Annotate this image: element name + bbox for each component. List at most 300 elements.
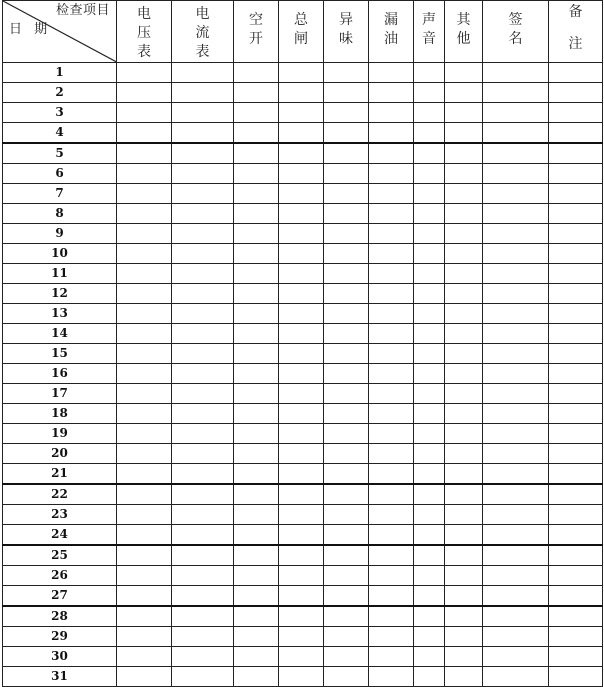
entry-cell[interactable] [414, 223, 445, 243]
entry-cell[interactable] [369, 626, 414, 646]
entry-cell[interactable] [117, 666, 172, 686]
entry-cell[interactable] [369, 263, 414, 283]
entry-cell[interactable] [549, 463, 603, 484]
entry-cell[interactable] [172, 82, 234, 102]
entry-cell[interactable] [445, 363, 483, 383]
entry-cell[interactable] [117, 283, 172, 303]
entry-cell[interactable] [445, 303, 483, 323]
entry-cell[interactable] [117, 263, 172, 283]
entry-cell[interactable] [172, 383, 234, 403]
entry-cell[interactable] [549, 243, 603, 263]
entry-cell[interactable] [117, 646, 172, 666]
entry-cell[interactable] [324, 363, 369, 383]
entry-cell[interactable] [369, 203, 414, 223]
entry-cell[interactable] [414, 585, 445, 606]
entry-cell[interactable] [445, 646, 483, 666]
entry-cell[interactable] [414, 363, 445, 383]
entry-cell[interactable] [234, 323, 279, 343]
entry-cell[interactable] [279, 565, 324, 585]
entry-cell[interactable] [483, 343, 549, 363]
entry-cell[interactable] [324, 102, 369, 122]
entry-cell[interactable] [549, 143, 603, 164]
entry-cell[interactable] [414, 122, 445, 143]
entry-cell[interactable] [549, 585, 603, 606]
entry-cell[interactable] [117, 626, 172, 646]
entry-cell[interactable] [369, 403, 414, 423]
entry-cell[interactable] [445, 122, 483, 143]
entry-cell[interactable] [279, 343, 324, 363]
entry-cell[interactable] [445, 163, 483, 183]
entry-cell[interactable] [172, 484, 234, 505]
entry-cell[interactable] [549, 303, 603, 323]
entry-cell[interactable] [483, 646, 549, 666]
entry-cell[interactable] [279, 183, 324, 203]
entry-cell[interactable] [279, 484, 324, 505]
entry-cell[interactable] [549, 383, 603, 403]
entry-cell[interactable] [445, 62, 483, 82]
entry-cell[interactable] [172, 62, 234, 82]
entry-cell[interactable] [483, 524, 549, 545]
entry-cell[interactable] [445, 183, 483, 203]
entry-cell[interactable] [172, 463, 234, 484]
entry-cell[interactable] [324, 545, 369, 566]
entry-cell[interactable] [117, 82, 172, 102]
entry-cell[interactable] [234, 484, 279, 505]
entry-cell[interactable] [445, 606, 483, 627]
entry-cell[interactable] [172, 203, 234, 223]
entry-cell[interactable] [445, 102, 483, 122]
entry-cell[interactable] [445, 545, 483, 566]
entry-cell[interactable] [549, 626, 603, 646]
entry-cell[interactable] [324, 82, 369, 102]
entry-cell[interactable] [324, 666, 369, 686]
entry-cell[interactable] [369, 443, 414, 463]
entry-cell[interactable] [172, 303, 234, 323]
entry-cell[interactable] [234, 183, 279, 203]
entry-cell[interactable] [279, 143, 324, 164]
entry-cell[interactable] [414, 283, 445, 303]
entry-cell[interactable] [369, 283, 414, 303]
entry-cell[interactable] [279, 383, 324, 403]
entry-cell[interactable] [279, 102, 324, 122]
entry-cell[interactable] [324, 62, 369, 82]
entry-cell[interactable] [172, 524, 234, 545]
entry-cell[interactable] [445, 565, 483, 585]
entry-cell[interactable] [445, 82, 483, 102]
entry-cell[interactable] [234, 62, 279, 82]
entry-cell[interactable] [279, 283, 324, 303]
entry-cell[interactable] [369, 585, 414, 606]
entry-cell[interactable] [234, 303, 279, 323]
entry-cell[interactable] [117, 323, 172, 343]
entry-cell[interactable] [369, 504, 414, 524]
entry-cell[interactable] [445, 463, 483, 484]
entry-cell[interactable] [324, 423, 369, 443]
entry-cell[interactable] [549, 263, 603, 283]
entry-cell[interactable] [445, 504, 483, 524]
entry-cell[interactable] [117, 303, 172, 323]
entry-cell[interactable] [549, 545, 603, 566]
entry-cell[interactable] [369, 423, 414, 443]
entry-cell[interactable] [279, 585, 324, 606]
entry-cell[interactable] [445, 143, 483, 164]
entry-cell[interactable] [369, 102, 414, 122]
entry-cell[interactable] [234, 343, 279, 363]
entry-cell[interactable] [117, 585, 172, 606]
entry-cell[interactable] [117, 203, 172, 223]
entry-cell[interactable] [324, 163, 369, 183]
entry-cell[interactable] [445, 423, 483, 443]
entry-cell[interactable] [483, 82, 549, 102]
entry-cell[interactable] [279, 443, 324, 463]
entry-cell[interactable] [549, 122, 603, 143]
entry-cell[interactable] [369, 323, 414, 343]
entry-cell[interactable] [483, 303, 549, 323]
entry-cell[interactable] [549, 423, 603, 443]
entry-cell[interactable] [414, 143, 445, 164]
entry-cell[interactable] [234, 203, 279, 223]
entry-cell[interactable] [483, 163, 549, 183]
entry-cell[interactable] [414, 646, 445, 666]
entry-cell[interactable] [117, 423, 172, 443]
entry-cell[interactable] [483, 122, 549, 143]
entry-cell[interactable] [369, 223, 414, 243]
entry-cell[interactable] [324, 343, 369, 363]
entry-cell[interactable] [483, 363, 549, 383]
entry-cell[interactable] [414, 626, 445, 646]
entry-cell[interactable] [369, 606, 414, 627]
entry-cell[interactable] [483, 183, 549, 203]
entry-cell[interactable] [414, 403, 445, 423]
entry-cell[interactable] [172, 143, 234, 164]
entry-cell[interactable] [414, 323, 445, 343]
entry-cell[interactable] [369, 163, 414, 183]
entry-cell[interactable] [279, 403, 324, 423]
entry-cell[interactable] [172, 183, 234, 203]
entry-cell[interactable] [445, 223, 483, 243]
entry-cell[interactable] [234, 666, 279, 686]
entry-cell[interactable] [369, 484, 414, 505]
entry-cell[interactable] [172, 626, 234, 646]
entry-cell[interactable] [483, 383, 549, 403]
entry-cell[interactable] [234, 383, 279, 403]
entry-cell[interactable] [172, 102, 234, 122]
entry-cell[interactable] [324, 646, 369, 666]
entry-cell[interactable] [279, 463, 324, 484]
entry-cell[interactable] [172, 323, 234, 343]
entry-cell[interactable] [117, 102, 172, 122]
entry-cell[interactable] [445, 263, 483, 283]
entry-cell[interactable] [483, 504, 549, 524]
entry-cell[interactable] [279, 363, 324, 383]
entry-cell[interactable] [234, 223, 279, 243]
entry-cell[interactable] [117, 163, 172, 183]
entry-cell[interactable] [117, 545, 172, 566]
entry-cell[interactable] [414, 82, 445, 102]
entry-cell[interactable] [324, 263, 369, 283]
entry-cell[interactable] [324, 403, 369, 423]
entry-cell[interactable] [234, 243, 279, 263]
entry-cell[interactable] [234, 585, 279, 606]
entry-cell[interactable] [549, 223, 603, 243]
entry-cell[interactable] [279, 263, 324, 283]
entry-cell[interactable] [549, 343, 603, 363]
entry-cell[interactable] [483, 666, 549, 686]
entry-cell[interactable] [414, 545, 445, 566]
entry-cell[interactable] [324, 626, 369, 646]
entry-cell[interactable] [414, 463, 445, 484]
entry-cell[interactable] [483, 606, 549, 627]
entry-cell[interactable] [324, 524, 369, 545]
entry-cell[interactable] [172, 343, 234, 363]
entry-cell[interactable] [483, 283, 549, 303]
entry-cell[interactable] [172, 443, 234, 463]
entry-cell[interactable] [324, 565, 369, 585]
entry-cell[interactable] [117, 343, 172, 363]
entry-cell[interactable] [117, 606, 172, 627]
entry-cell[interactable] [324, 323, 369, 343]
entry-cell[interactable] [414, 504, 445, 524]
entry-cell[interactable] [117, 565, 172, 585]
entry-cell[interactable] [172, 403, 234, 423]
entry-cell[interactable] [117, 143, 172, 164]
entry-cell[interactable] [483, 243, 549, 263]
entry-cell[interactable] [324, 606, 369, 627]
entry-cell[interactable] [279, 504, 324, 524]
entry-cell[interactable] [549, 524, 603, 545]
entry-cell[interactable] [414, 203, 445, 223]
entry-cell[interactable] [234, 463, 279, 484]
entry-cell[interactable] [234, 143, 279, 164]
entry-cell[interactable] [172, 585, 234, 606]
entry-cell[interactable] [234, 646, 279, 666]
entry-cell[interactable] [445, 443, 483, 463]
entry-cell[interactable] [172, 606, 234, 627]
entry-cell[interactable] [279, 524, 324, 545]
entry-cell[interactable] [549, 403, 603, 423]
entry-cell[interactable] [172, 504, 234, 524]
entry-cell[interactable] [117, 363, 172, 383]
entry-cell[interactable] [369, 243, 414, 263]
entry-cell[interactable] [445, 343, 483, 363]
entry-cell[interactable] [117, 223, 172, 243]
entry-cell[interactable] [549, 646, 603, 666]
entry-cell[interactable] [483, 223, 549, 243]
entry-cell[interactable] [414, 443, 445, 463]
entry-cell[interactable] [369, 303, 414, 323]
entry-cell[interactable] [445, 403, 483, 423]
entry-cell[interactable] [172, 163, 234, 183]
entry-cell[interactable] [445, 666, 483, 686]
entry-cell[interactable] [279, 223, 324, 243]
entry-cell[interactable] [117, 403, 172, 423]
entry-cell[interactable] [445, 323, 483, 343]
entry-cell[interactable] [234, 423, 279, 443]
entry-cell[interactable] [172, 283, 234, 303]
entry-cell[interactable] [324, 383, 369, 403]
entry-cell[interactable] [414, 303, 445, 323]
entry-cell[interactable] [369, 183, 414, 203]
entry-cell[interactable] [369, 565, 414, 585]
entry-cell[interactable] [172, 423, 234, 443]
entry-cell[interactable] [279, 203, 324, 223]
entry-cell[interactable] [414, 565, 445, 585]
entry-cell[interactable] [279, 646, 324, 666]
entry-cell[interactable] [234, 524, 279, 545]
entry-cell[interactable] [483, 102, 549, 122]
entry-cell[interactable] [279, 62, 324, 82]
entry-cell[interactable] [234, 263, 279, 283]
entry-cell[interactable] [324, 243, 369, 263]
entry-cell[interactable] [324, 443, 369, 463]
entry-cell[interactable] [414, 183, 445, 203]
entry-cell[interactable] [234, 102, 279, 122]
entry-cell[interactable] [369, 383, 414, 403]
entry-cell[interactable] [414, 263, 445, 283]
entry-cell[interactable] [234, 504, 279, 524]
entry-cell[interactable] [483, 484, 549, 505]
entry-cell[interactable] [117, 122, 172, 143]
entry-cell[interactable] [324, 585, 369, 606]
entry-cell[interactable] [483, 143, 549, 164]
entry-cell[interactable] [445, 203, 483, 223]
entry-cell[interactable] [414, 243, 445, 263]
entry-cell[interactable] [324, 303, 369, 323]
entry-cell[interactable] [117, 383, 172, 403]
entry-cell[interactable] [172, 122, 234, 143]
entry-cell[interactable] [549, 484, 603, 505]
entry-cell[interactable] [549, 62, 603, 82]
entry-cell[interactable] [549, 606, 603, 627]
entry-cell[interactable] [324, 463, 369, 484]
entry-cell[interactable] [234, 443, 279, 463]
entry-cell[interactable] [414, 163, 445, 183]
entry-cell[interactable] [549, 323, 603, 343]
entry-cell[interactable] [172, 646, 234, 666]
entry-cell[interactable] [549, 363, 603, 383]
entry-cell[interactable] [279, 163, 324, 183]
entry-cell[interactable] [483, 443, 549, 463]
entry-cell[interactable] [234, 283, 279, 303]
entry-cell[interactable] [445, 524, 483, 545]
entry-cell[interactable] [324, 203, 369, 223]
entry-cell[interactable] [234, 565, 279, 585]
entry-cell[interactable] [483, 323, 549, 343]
entry-cell[interactable] [414, 102, 445, 122]
entry-cell[interactable] [483, 463, 549, 484]
entry-cell[interactable] [279, 122, 324, 143]
entry-cell[interactable] [117, 484, 172, 505]
entry-cell[interactable] [324, 484, 369, 505]
entry-cell[interactable] [324, 283, 369, 303]
entry-cell[interactable] [234, 122, 279, 143]
entry-cell[interactable] [234, 363, 279, 383]
entry-cell[interactable] [369, 62, 414, 82]
entry-cell[interactable] [369, 463, 414, 484]
entry-cell[interactable] [549, 565, 603, 585]
entry-cell[interactable] [172, 243, 234, 263]
entry-cell[interactable] [369, 545, 414, 566]
entry-cell[interactable] [483, 545, 549, 566]
entry-cell[interactable] [369, 646, 414, 666]
entry-cell[interactable] [117, 504, 172, 524]
entry-cell[interactable] [117, 183, 172, 203]
entry-cell[interactable] [549, 666, 603, 686]
entry-cell[interactable] [445, 585, 483, 606]
entry-cell[interactable] [117, 243, 172, 263]
entry-cell[interactable] [172, 363, 234, 383]
entry-cell[interactable] [549, 163, 603, 183]
entry-cell[interactable] [172, 565, 234, 585]
entry-cell[interactable] [324, 122, 369, 143]
entry-cell[interactable] [279, 423, 324, 443]
entry-cell[interactable] [279, 545, 324, 566]
entry-cell[interactable] [172, 223, 234, 243]
entry-cell[interactable] [172, 545, 234, 566]
entry-cell[interactable] [414, 524, 445, 545]
entry-cell[interactable] [324, 183, 369, 203]
entry-cell[interactable] [369, 666, 414, 686]
entry-cell[interactable] [414, 62, 445, 82]
entry-cell[interactable] [445, 283, 483, 303]
entry-cell[interactable] [279, 626, 324, 646]
entry-cell[interactable] [279, 606, 324, 627]
entry-cell[interactable] [117, 463, 172, 484]
entry-cell[interactable] [414, 383, 445, 403]
entry-cell[interactable] [172, 666, 234, 686]
entry-cell[interactable] [279, 82, 324, 102]
entry-cell[interactable] [324, 504, 369, 524]
entry-cell[interactable] [549, 283, 603, 303]
entry-cell[interactable] [483, 403, 549, 423]
entry-cell[interactable] [549, 203, 603, 223]
entry-cell[interactable] [549, 443, 603, 463]
entry-cell[interactable] [483, 263, 549, 283]
entry-cell[interactable] [445, 626, 483, 646]
entry-cell[interactable] [369, 343, 414, 363]
entry-cell[interactable] [445, 383, 483, 403]
entry-cell[interactable] [445, 243, 483, 263]
entry-cell[interactable] [369, 143, 414, 164]
entry-cell[interactable] [483, 423, 549, 443]
entry-cell[interactable] [234, 82, 279, 102]
entry-cell[interactable] [234, 403, 279, 423]
entry-cell[interactable] [279, 303, 324, 323]
entry-cell[interactable] [445, 484, 483, 505]
entry-cell[interactable] [483, 626, 549, 646]
entry-cell[interactable] [414, 606, 445, 627]
entry-cell[interactable] [234, 626, 279, 646]
entry-cell[interactable] [414, 484, 445, 505]
entry-cell[interactable] [117, 443, 172, 463]
entry-cell[interactable] [414, 666, 445, 686]
entry-cell[interactable] [172, 263, 234, 283]
entry-cell[interactable] [279, 666, 324, 686]
entry-cell[interactable] [414, 343, 445, 363]
entry-cell[interactable] [324, 223, 369, 243]
entry-cell[interactable] [483, 203, 549, 223]
entry-cell[interactable] [117, 524, 172, 545]
entry-cell[interactable] [483, 62, 549, 82]
entry-cell[interactable] [234, 163, 279, 183]
entry-cell[interactable] [414, 423, 445, 443]
entry-cell[interactable] [279, 243, 324, 263]
entry-cell[interactable] [483, 565, 549, 585]
entry-cell[interactable] [549, 183, 603, 203]
entry-cell[interactable] [234, 606, 279, 627]
entry-cell[interactable] [369, 363, 414, 383]
entry-cell[interactable] [324, 143, 369, 164]
